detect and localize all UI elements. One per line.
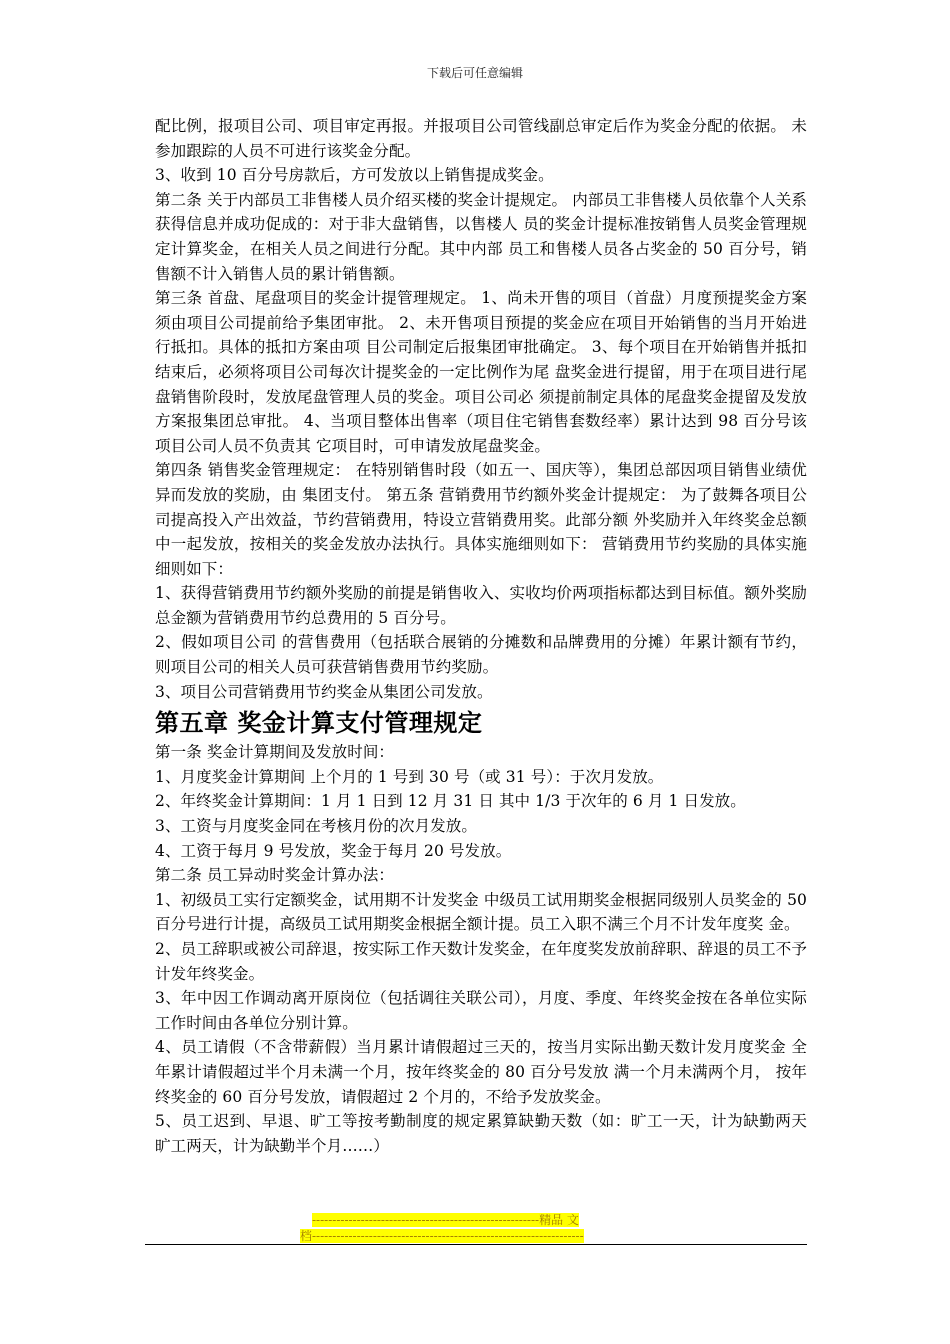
- paragraph: 第一条 奖金计算期间及发放时间：: [155, 743, 395, 762]
- paragraph: 1、初级员工实行定额奖金，试用期不计发奖金 中级员工试用期奖金根据同级别人员奖金的 50 百分号进行计提，高级员工试用期奖金根据全额计提。员工入职不满三个月不计发年度奖 金。: [155, 890, 807, 934]
- paragraph: 第二条 关于内部员工非售楼人员介绍买楼的奖金计提规定。 内部员工非售楼人员依靠个人关系获得信息并成功促成的：对于非大盘销售，以售楼人 员的奖金计提标准按销售人员奖金管理规定计算奖金，在相关人员之间进行分配。其中内部 员工和售楼人员各占奖金的 50 百分号，销售额不计入销售人员的累计销售额。: [155, 190, 807, 283]
- paragraph: 3、收到 10 百分号房款后，方可发放以上销售提成奖金。: [155, 166, 554, 185]
- footer-line: 档-------------------------------------------------------------------: [300, 1229, 584, 1243]
- chapter-heading: 第五章 奖金计算支付管理规定: [155, 709, 483, 738]
- footer-divider: [145, 1244, 807, 1245]
- footer-line: --------------------------------------------------------精品 文: [312, 1213, 579, 1227]
- paragraph: 第四条 销售奖金管理规定： 在特别销售时段（如五一、国庆等），集团总部因项目销售业绩优异而发放的奖励，由 集团支付。 第五条 营销费用节约额外奖金计提规定： 为了鼓舞各项目公司提高投入产出效益，节约营销费用，特设立营销费用奖。此部分额 外奖励并入年终奖金总额中一起发放，按相关的奖金发放办法执行。具体实施细则如下： 营销费用节约奖励的具体实施细则如下：: [155, 461, 807, 578]
- paragraph: 5、员工迟到、早退、旷工等按考勤制度的规定累算缺勤天数（如：旷工一天，计为缺勤两天 旷工两天，计为缺勤半个月……）: [155, 1112, 807, 1155]
- paragraph: 1、月度奖金计算期间 上个月的 1 号到 30 号（或 31 号）：于次月发放。: [155, 767, 664, 786]
- paragraph: 2、员工辞职或被公司辞退，按实际工作天数计发奖金，在年度奖发放前辞职、辞退的员工不予计发年终奖金。: [155, 940, 807, 983]
- paragraph: 4、员工请假（不含带薪假）当月累计请假超过三天的，按当月实际出勤天数计发月度奖金 全年累计请假超过半个月未满一个月，按年终奖金的 80 百分号发放 满一个月未满两个月， 按年终奖金的 60 百分号发放，请假超过 2 个月的，不给予发放奖金。: [155, 1038, 807, 1106]
- paragraph: 配比例，报项目公司、项目审定再报。并报项目公司管线副总审定后作为奖金分配的依据。 未参加跟踪的人员不可进行该奖金分配。: [155, 117, 807, 160]
- paragraph: 第三条 首盘、尾盘项目的奖金计提管理规定。 1、尚未开售的项目（首盘）月度预提奖金方案须由项目公司提前给予集团审批。 2、未开售项目预提的奖金应在项目开始销售的当月开始进行抵扣。具体的抵扣方案由项 目公司制定后报集团审批确定。 3、每个项目在开始销售并抵扣结束后，必须将项目公司每次计提奖金的一定比例作为尾 盘奖金进行提留，用于在项目进行尾盘销售阶段时，发放尾盘管理人员的奖金。项目公司必 须提前制定具体的尾盘奖金提留及发放方案报集团总审批。 4、当项目整体出售率（项目住宅销售套数经率）累计达到 98 百分号该项目公司人员不负责其 它项目时，可申请发放尾盘奖金。: [155, 289, 807, 455]
- footer-watermark: [300, 1212, 650, 1244]
- paragraph: 3、项目公司营销费用节约奖金从集团公司发放。: [155, 682, 493, 701]
- paragraph: 2、年终奖金计算期间：1 月 1 日到 12 月 31 日 其中 1/3 于次年的 6 月 1 日发放。: [155, 792, 746, 811]
- paragraph: 4、工资于每月 9 号发放，奖金于每月 20 号发放。: [155, 841, 512, 860]
- page-header: 下载后可任意编辑: [426, 66, 523, 80]
- paragraph: 2、假如项目公司 的营售费用（包括联合展销的分摊数和品牌费用的分摊）年累计额有节约，则项目公司的相关人员可获营销售费用节约奖励。: [155, 633, 807, 677]
- document-body: [155, 114, 807, 1158]
- paragraph: 3、年中因工作调动离开原岗位（包括调往关联公司），月度、季度、年终奖金按在各单位实际工作时间由各单位分别计算。: [155, 989, 807, 1032]
- paragraph: 1、获得营销费用节约额外奖励的前提是销售收入、实收均价两项指标都达到目标值。额外奖励总金额为营销费用节约总费用的 5 百分号。: [155, 584, 807, 627]
- paragraph: 第二条 员工异动时奖金计算办法：: [155, 866, 395, 885]
- paragraph: 3、工资与月度奖金同在考核月份的次月发放。: [155, 817, 477, 836]
